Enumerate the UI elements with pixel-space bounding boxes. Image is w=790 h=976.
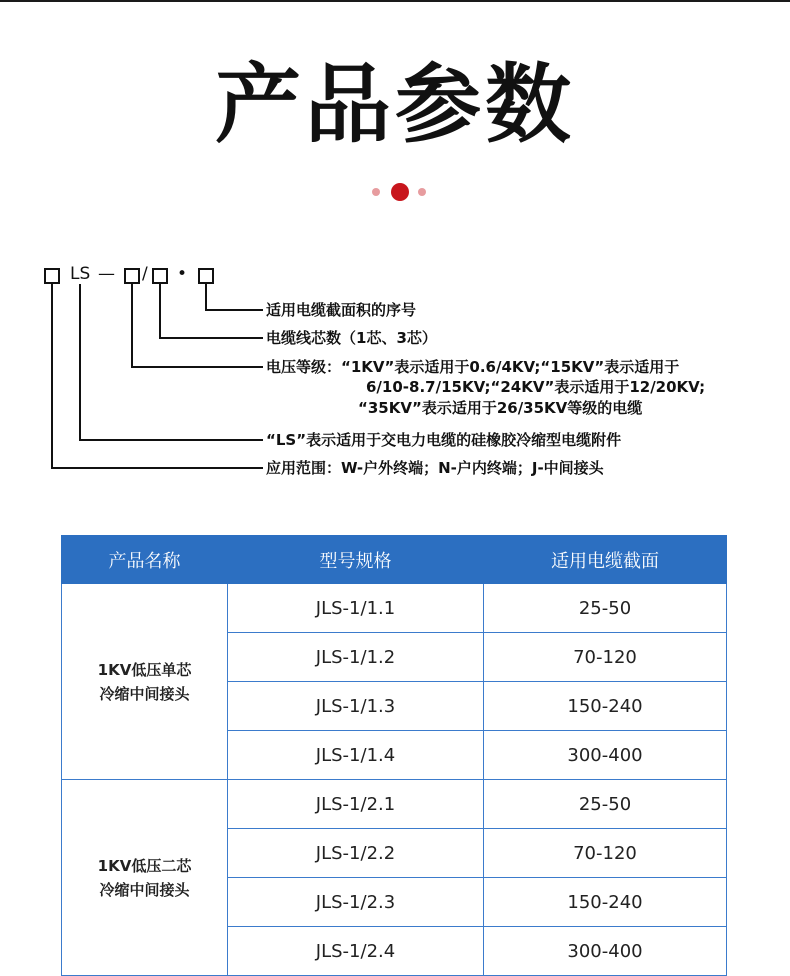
page-title: 产品参数 [215, 55, 575, 155]
desc-voltage-line3: “35KV”表示适用于26/35KV等级的电缆 [358, 399, 643, 417]
leader-application-vertical [51, 284, 53, 469]
section-cell: 25-50 [484, 780, 727, 829]
code-dash: — [98, 264, 115, 284]
section-cell: 150-240 [484, 682, 727, 731]
model-code-diagram [40, 264, 740, 504]
section-cell: 70-120 [484, 829, 727, 878]
code-ls-text: LS [70, 264, 91, 284]
product-spec-table [61, 535, 727, 976]
leader-ls-vertical [79, 284, 81, 441]
code-dot: • [177, 264, 188, 284]
small-dot-left [372, 188, 380, 196]
model-cell: JLS-1/1.3 [228, 682, 484, 731]
desc-application-range: 应用范围：W-户外终端；N-户内终端；J-中间接头 [266, 459, 604, 477]
model-cell: JLS-1/2.4 [228, 927, 484, 976]
desc-ls: “LS”表示适用于交电力电缆的硅橡胶冷缩型电缆附件 [266, 431, 622, 449]
product-name-cell [62, 584, 228, 780]
leader-voltage-horizontal [131, 366, 263, 368]
model-cell: JLS-1/1.2 [228, 633, 484, 682]
section-cell: 300-400 [484, 927, 727, 976]
product-name-line1: 1KV低压单芯 [97, 660, 192, 679]
model-cell: JLS-1/1.1 [228, 584, 484, 633]
desc-cores: 电缆线芯数（1芯、3芯） [266, 329, 437, 347]
leader-voltage-vertical [131, 284, 133, 368]
code-box-application [44, 268, 60, 284]
leader-ls-horizontal [79, 439, 263, 441]
product-name-line1: 1KV低压二芯 [97, 856, 192, 875]
model-cell: JLS-1/2.2 [228, 829, 484, 878]
header-cable-section: 适用电缆截面 [484, 536, 727, 584]
big-red-dot [391, 183, 409, 201]
leader-cores-horizontal [159, 337, 263, 339]
header-model-spec: 型号规格 [228, 536, 484, 584]
desc-voltage-line1: 电压等级：“1KV”表示适用于0.6/4KV;“15KV”表示适用于 [266, 358, 680, 376]
code-box-section [198, 268, 214, 284]
leader-section-horizontal [205, 309, 263, 311]
leader-application-horizontal [51, 467, 263, 469]
title-decoration-dots [372, 182, 428, 202]
header-product-name: 产品名称 [62, 536, 228, 584]
model-cell: JLS-1/1.4 [228, 731, 484, 780]
product-name-line2: 冷缩中间接头 [99, 880, 190, 899]
leader-section-vertical [205, 284, 207, 311]
table-row [62, 584, 727, 633]
table-row [62, 780, 727, 829]
small-dot-right [418, 188, 426, 196]
model-cell: JLS-1/2.1 [228, 780, 484, 829]
table-header-row [62, 536, 727, 584]
model-cell: JLS-1/2.3 [228, 878, 484, 927]
code-slash: / [142, 264, 148, 284]
code-box-cores [152, 268, 168, 284]
product-name-line2: 冷缩中间接头 [99, 684, 190, 703]
leader-cores-vertical [159, 284, 161, 339]
section-cell: 150-240 [484, 878, 727, 927]
section-cell: 70-120 [484, 633, 727, 682]
code-box-voltage [124, 268, 140, 284]
product-name-cell [62, 780, 228, 976]
desc-section-seq: 适用电缆截面积的序号 [266, 301, 417, 319]
top-divider [0, 0, 790, 2]
section-cell: 25-50 [484, 584, 727, 633]
desc-voltage-line2: 6/10-8.7/15KV;“24KV”表示适用于12/20KV; [366, 378, 706, 396]
section-cell: 300-400 [484, 731, 727, 780]
